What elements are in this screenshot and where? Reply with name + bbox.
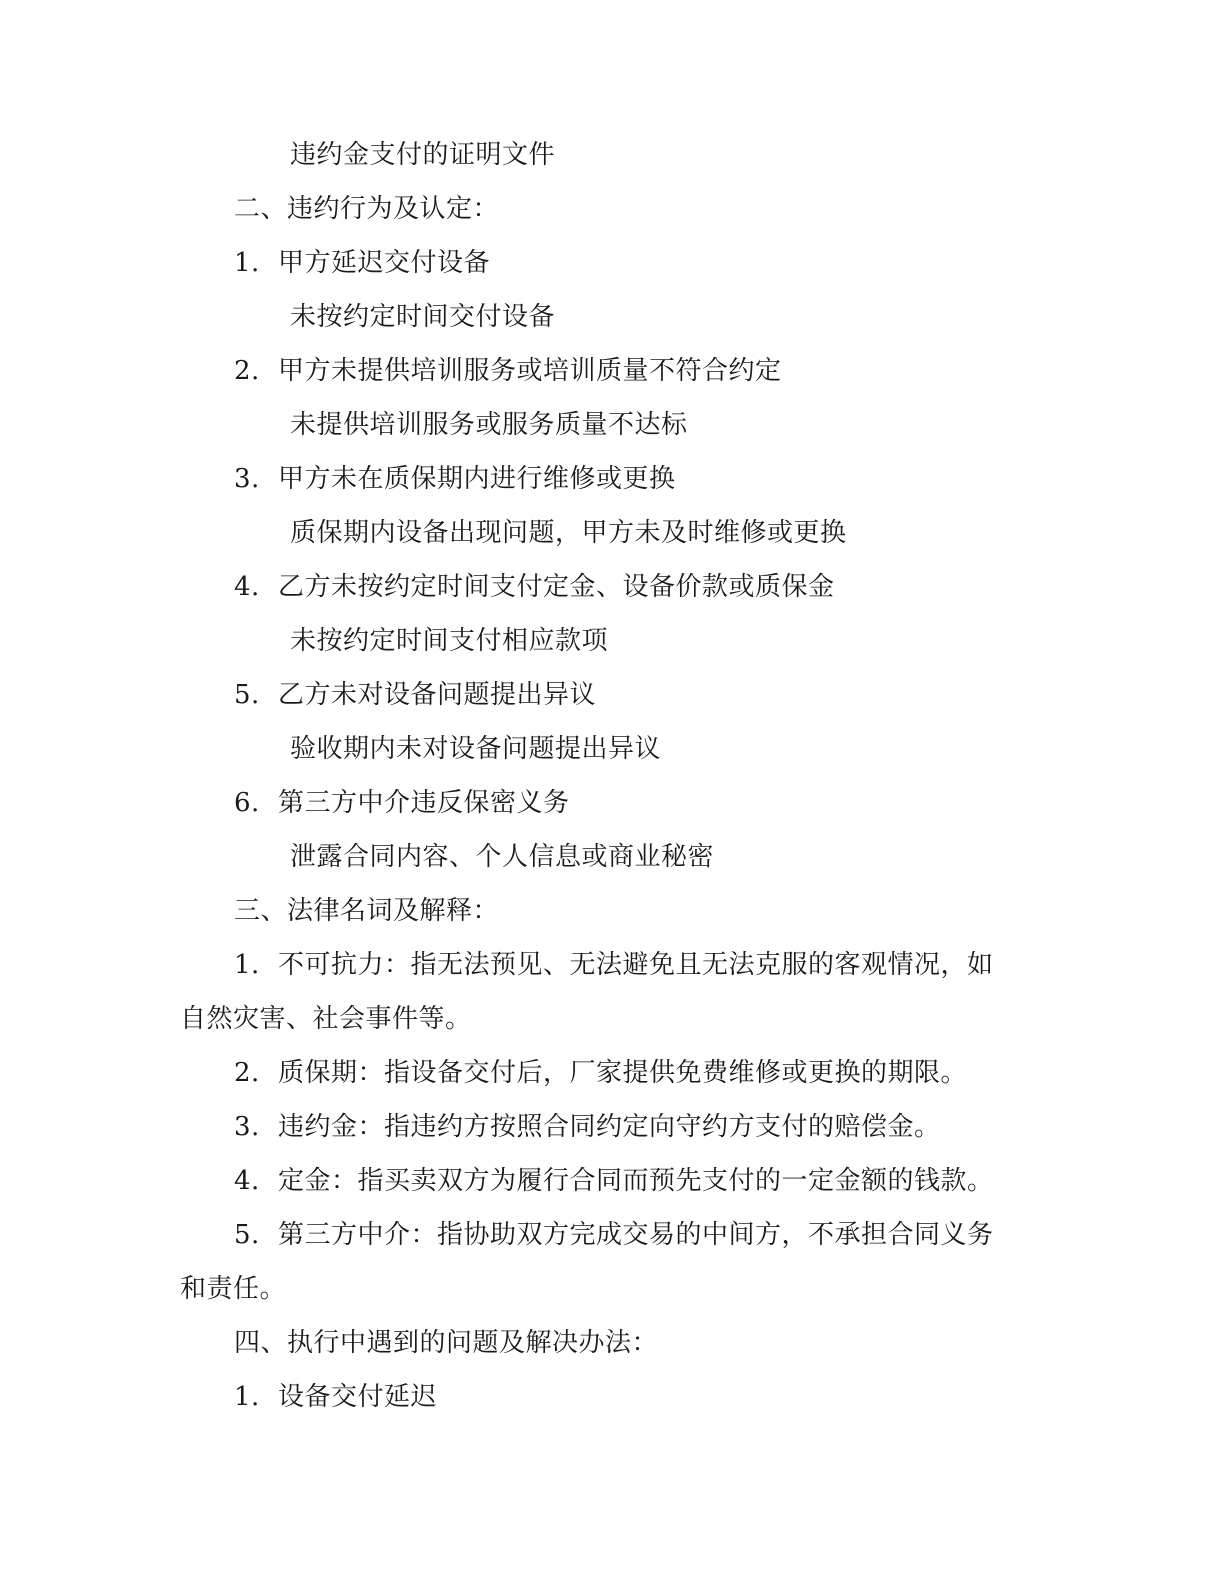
text-line: 未按约定时间交付设备 [290, 302, 556, 332]
list-item-text: 第三方中介违反保密义务 [278, 788, 570, 818]
list-number: 5. [234, 680, 260, 710]
text-line: 和责任。 [180, 1274, 287, 1304]
list-number: 4. [234, 1166, 260, 1196]
section-heading: 三、法律名词及解释： [234, 896, 500, 926]
list-item-text: 质保期：指设备交付后，厂家提供免费维修或更换的期限。 [278, 1058, 968, 1088]
list-item [234, 246, 490, 280]
list-item [234, 354, 782, 388]
list-item-text: 不可抗力：指无法预见、无法避免且无法克服的客观情况，如 [278, 950, 994, 980]
list-number: 2. [234, 356, 260, 386]
list-item [234, 948, 994, 982]
list-number: 6. [234, 788, 260, 818]
text-line: 验收期内未对设备问题提出异议 [290, 734, 662, 764]
list-item-text: 违约金：指违约方按照合同约定向守约方支付的赔偿金。 [278, 1112, 941, 1142]
text-line: 质保期内设备出现问题，甲方未及时维修或更换 [290, 518, 847, 548]
list-number: 1. [234, 950, 260, 980]
list-number: 1. [234, 1382, 260, 1412]
list-item [234, 678, 596, 712]
list-item [234, 1218, 994, 1252]
section-heading: 二、违约行为及认定： [234, 194, 500, 224]
list-number: 1. [234, 248, 260, 278]
list-item [234, 462, 676, 496]
list-item-text: 设备交付延迟 [278, 1382, 438, 1412]
text-line: 自然灾害、社会事件等。 [180, 1004, 472, 1034]
list-item [234, 1056, 967, 1090]
list-number: 2. [234, 1058, 260, 1088]
text-line: 泄露合同内容、个人信息或商业秘密 [290, 842, 715, 872]
list-item-text: 甲方未在质保期内进行维修或更换 [278, 464, 676, 494]
list-item-text: 乙方未对设备问题提出异议 [278, 680, 597, 710]
list-item [234, 1164, 994, 1198]
list-item [234, 786, 570, 820]
list-item [234, 570, 835, 604]
list-item-text: 甲方延迟交付设备 [278, 248, 491, 278]
list-number: 4. [234, 572, 260, 602]
list-number: 5. [234, 1220, 260, 1250]
list-item-text: 定金：指买卖双方为履行合同而预先支付的一定金额的钱款。 [278, 1166, 994, 1196]
list-number: 3. [234, 1112, 260, 1142]
section-heading: 四、执行中遇到的问题及解决办法： [234, 1328, 659, 1358]
list-item-text: 甲方未提供培训服务或培训质量不符合约定 [278, 356, 782, 386]
list-item [234, 1110, 941, 1144]
list-item-text: 乙方未按约定时间支付定金、设备价款或质保金 [278, 572, 835, 602]
list-item [234, 1380, 437, 1414]
text-line: 违约金支付的证明文件 [290, 140, 556, 170]
list-number: 3. [234, 464, 260, 494]
list-item-text: 第三方中介：指协助双方完成交易的中间方，不承担合同义务 [278, 1220, 994, 1250]
text-line: 未提供培训服务或服务质量不达标 [290, 410, 688, 440]
text-line: 未按约定时间支付相应款项 [290, 626, 609, 656]
